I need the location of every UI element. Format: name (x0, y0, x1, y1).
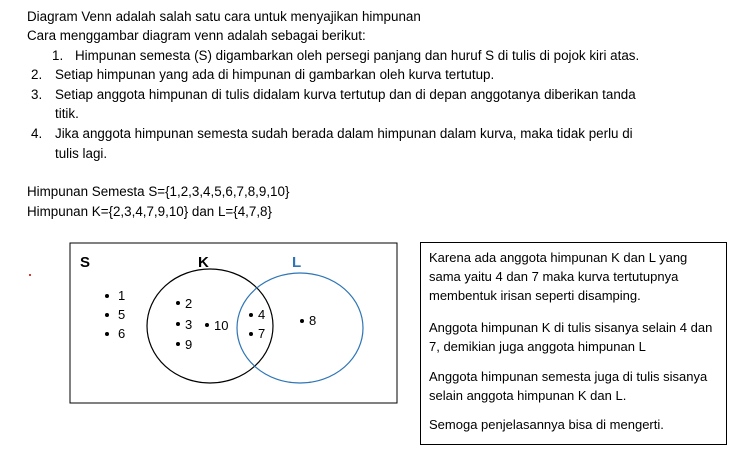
element-k: 2 (185, 296, 193, 311)
element-k: 9 (185, 337, 193, 352)
step-text-continued: tulis lagi. (55, 146, 108, 161)
step-text: Setiap himpunan yang ada di himpunan di gambarkan oleh kurva tertutup. (55, 67, 495, 82)
element-outside: 6 (118, 326, 126, 341)
element-k: 10 (214, 318, 229, 333)
label-l: L (292, 254, 302, 271)
step-text: Setiap anggota himpunan di tulis didalam kurva tertutup dan di depan anggotanya diberikan tanda (55, 87, 636, 102)
kl-definition: Himpunan K={2,3,4,7,9,10} dan L={4,7,8} (27, 204, 272, 219)
step-number: 3. (31, 87, 43, 102)
explanation-box (420, 242, 727, 445)
semesta-definition: Himpunan Semesta S={1,2,3,4,5,6,7,8,9,10} (27, 184, 290, 199)
step-number: 4. (31, 126, 43, 141)
set-l-curve (237, 273, 363, 383)
element-dot (300, 319, 304, 323)
element-dot (105, 313, 109, 317)
step-number: 1. (52, 48, 64, 63)
element-outside: 1 (118, 288, 126, 303)
element-dot (205, 323, 209, 327)
explanation-paragraph: Karena ada anggota himpunan K dan L yang sama yaitu 4 dan 7 maka kurva tertutupnya membentuk irisan seperti disamping. (429, 250, 688, 303)
label-k: K (198, 254, 209, 271)
element-dot (249, 332, 253, 336)
element-dot (176, 342, 180, 346)
element-intersection: 4 (258, 307, 266, 322)
element-l: 8 (309, 313, 317, 328)
element-dot (105, 294, 109, 298)
stray-dot (29, 274, 31, 276)
element-dot (249, 313, 253, 317)
element-outside: 5 (118, 307, 126, 322)
explanation-paragraph: Anggota himpunan semesta juga di tulis sisanya selain anggota himpunan K dan L. (429, 369, 708, 403)
element-intersection: 7 (258, 326, 266, 341)
label-s: S (80, 254, 91, 271)
step-number: 2. (31, 67, 43, 82)
element-k: 3 (185, 317, 193, 332)
explanation-paragraph: Anggota himpunan K di tulis sisanya selain 4 dan 7, demikian juga anggota himpunan L (429, 320, 713, 354)
step-text: Jika anggota himpunan semesta sudah berada dalam himpunan dalam kurva, maka tidak perlu di (55, 126, 633, 141)
element-dot (105, 332, 109, 336)
explanation-paragraph: Semoga penjelasannya bisa di mengerti. (429, 417, 664, 432)
element-dot (176, 322, 180, 326)
step-text: Himpunan semesta (S) digambarkan oleh persegi panjang dan huruf S di tulis di pojok kiri atas. (75, 48, 640, 63)
intro-line-1: Diagram Venn adalah salah satu cara untuk menyajikan himpunan (27, 9, 421, 24)
step-text-continued: titik. (55, 106, 79, 121)
element-dot (176, 301, 180, 305)
intro-line-2: Cara menggambar diagram venn adalah sebagai berikut: (27, 28, 366, 43)
